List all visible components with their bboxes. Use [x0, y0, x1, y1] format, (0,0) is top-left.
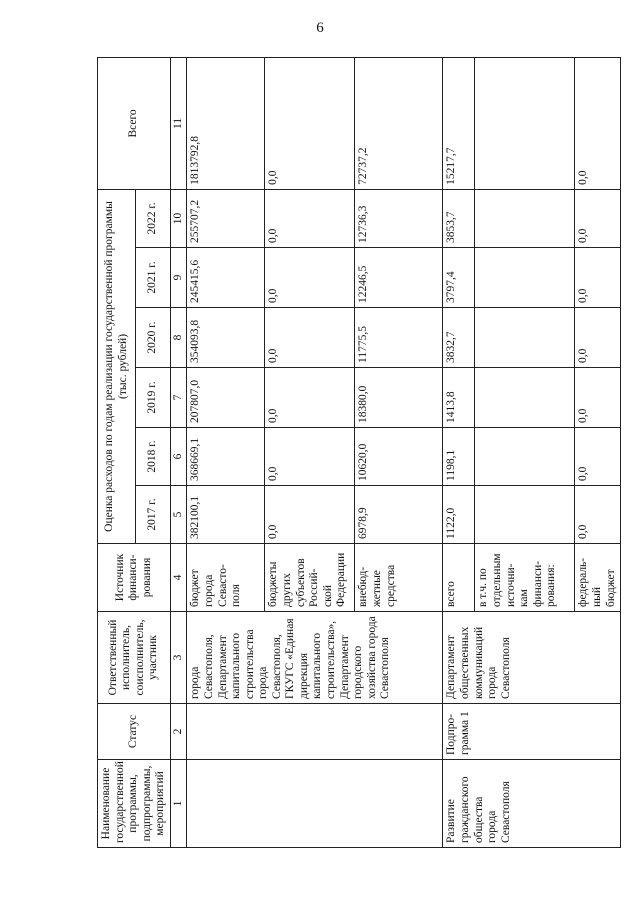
value-cell: 12736,3: [355, 189, 443, 247]
subprogram-name-cell: Развитие гражданского общества города Севастополя: [443, 760, 621, 848]
value-cell: 0,0: [575, 368, 621, 428]
header-estimate: Оценка расходов по годам реализации государственной программы (тыс. рублей): [98, 189, 136, 543]
value-cell: 0,0: [265, 189, 355, 247]
value-cell: 18380,0: [355, 368, 443, 428]
value-cell: 3797,4: [443, 248, 475, 308]
value-cell: [475, 308, 575, 368]
header-responsible: Ответственный исполнитель, соисполнитель, участник: [98, 612, 171, 704]
column-index: 8: [170, 308, 187, 368]
source-cell: федераль-ный бюджет: [575, 544, 621, 612]
value-cell: 255707,2: [187, 189, 265, 247]
column-index: 7: [170, 368, 187, 428]
value-cell: [475, 486, 575, 544]
table-row: [443, 57, 475, 847]
header-year-2017: 2017 г.: [136, 486, 170, 544]
value-cell: 0,0: [265, 368, 355, 428]
subprogram-responsible-cell: Департамент общественных коммуникаций города Севастополя: [443, 612, 621, 704]
header-year-2018: 2018 г.: [136, 428, 170, 486]
column-index: 3: [170, 612, 187, 704]
column-index-row: [170, 57, 187, 847]
value-cell: 10620,0: [355, 428, 443, 486]
value-cell: 1813792,8: [187, 57, 265, 189]
status-cell: [187, 704, 443, 760]
value-cell: [475, 368, 575, 428]
source-cell: бюджеты других субъектов Россий-ской Федерации: [265, 544, 355, 612]
value-cell: 11775,5: [355, 308, 443, 368]
source-cell: бюджет города Севасто-поля: [187, 544, 265, 612]
header-status: Статус: [98, 704, 171, 760]
value-cell: 0,0: [575, 189, 621, 247]
column-index: 6: [170, 428, 187, 486]
page-number: 6: [316, 20, 324, 36]
value-cell: 354093,8: [187, 308, 265, 368]
value-cell: 12246,5: [355, 248, 443, 308]
value-cell: 15217,7: [443, 57, 475, 189]
value-cell: 0,0: [575, 57, 621, 189]
value-cell: 0,0: [265, 248, 355, 308]
value-cell: 368669,1: [187, 428, 265, 486]
table-row: [187, 57, 265, 847]
table-container: [97, 58, 617, 848]
source-cell: внебюд-жетные средства: [355, 544, 443, 612]
value-cell: 1122,0: [443, 486, 475, 544]
column-index: 10: [170, 189, 187, 247]
column-index: 1: [170, 760, 187, 848]
header-total: Всего: [98, 57, 171, 189]
header-year-2022: 2022 г.: [136, 189, 170, 247]
budget-table: [97, 57, 621, 848]
value-cell: 0,0: [265, 428, 355, 486]
value-cell: 382100,1: [187, 486, 265, 544]
value-cell: [475, 248, 575, 308]
header-year-2021: 2021 г.: [136, 248, 170, 308]
column-index: 11: [170, 57, 187, 189]
source-cell: всего: [443, 544, 475, 612]
value-cell: 0,0: [575, 248, 621, 308]
value-cell: [475, 189, 575, 247]
column-index: 5: [170, 486, 187, 544]
header-year-2020: 2020 г.: [136, 308, 170, 368]
value-cell: 3853,7: [443, 189, 475, 247]
header-source: Источник финанси-рования: [98, 544, 171, 612]
value-cell: 3832,7: [443, 308, 475, 368]
column-index: 4: [170, 544, 187, 612]
value-cell: 0,0: [265, 57, 355, 189]
value-cell: 0,0: [265, 486, 355, 544]
column-index: 2: [170, 704, 187, 760]
column-index: 9: [170, 248, 187, 308]
value-cell: 0,0: [575, 428, 621, 486]
value-cell: 0,0: [575, 486, 621, 544]
value-cell: 0,0: [265, 308, 355, 368]
value-cell: [475, 57, 575, 189]
header-name: Наименование государственной программы, подпрограммы, мероприятий: [98, 760, 171, 848]
value-cell: 245415,6: [187, 248, 265, 308]
source-cell: в т.ч. по отдельным источни-кам финанси-рования:: [475, 544, 575, 612]
value-cell: 72737,2: [355, 57, 443, 189]
value-cell: [475, 428, 575, 486]
header-year-2019: 2019 г.: [136, 368, 170, 428]
value-cell: 0,0: [575, 308, 621, 368]
name-cell: [187, 760, 443, 848]
value-cell: 1413,8: [443, 368, 475, 428]
responsible-cell: города Севастополя, Департамент капитального строительства города Севастополя, ГКУГС «Единая дирекция капитального строительства», Департамент городского хозяйства города Севастополя: [187, 612, 443, 704]
value-cell: 207807,0: [187, 368, 265, 428]
subprogram-status-cell: Подпро-грамма 1: [443, 704, 621, 760]
value-cell: 1198,1: [443, 428, 475, 486]
value-cell: 6978,9: [355, 486, 443, 544]
